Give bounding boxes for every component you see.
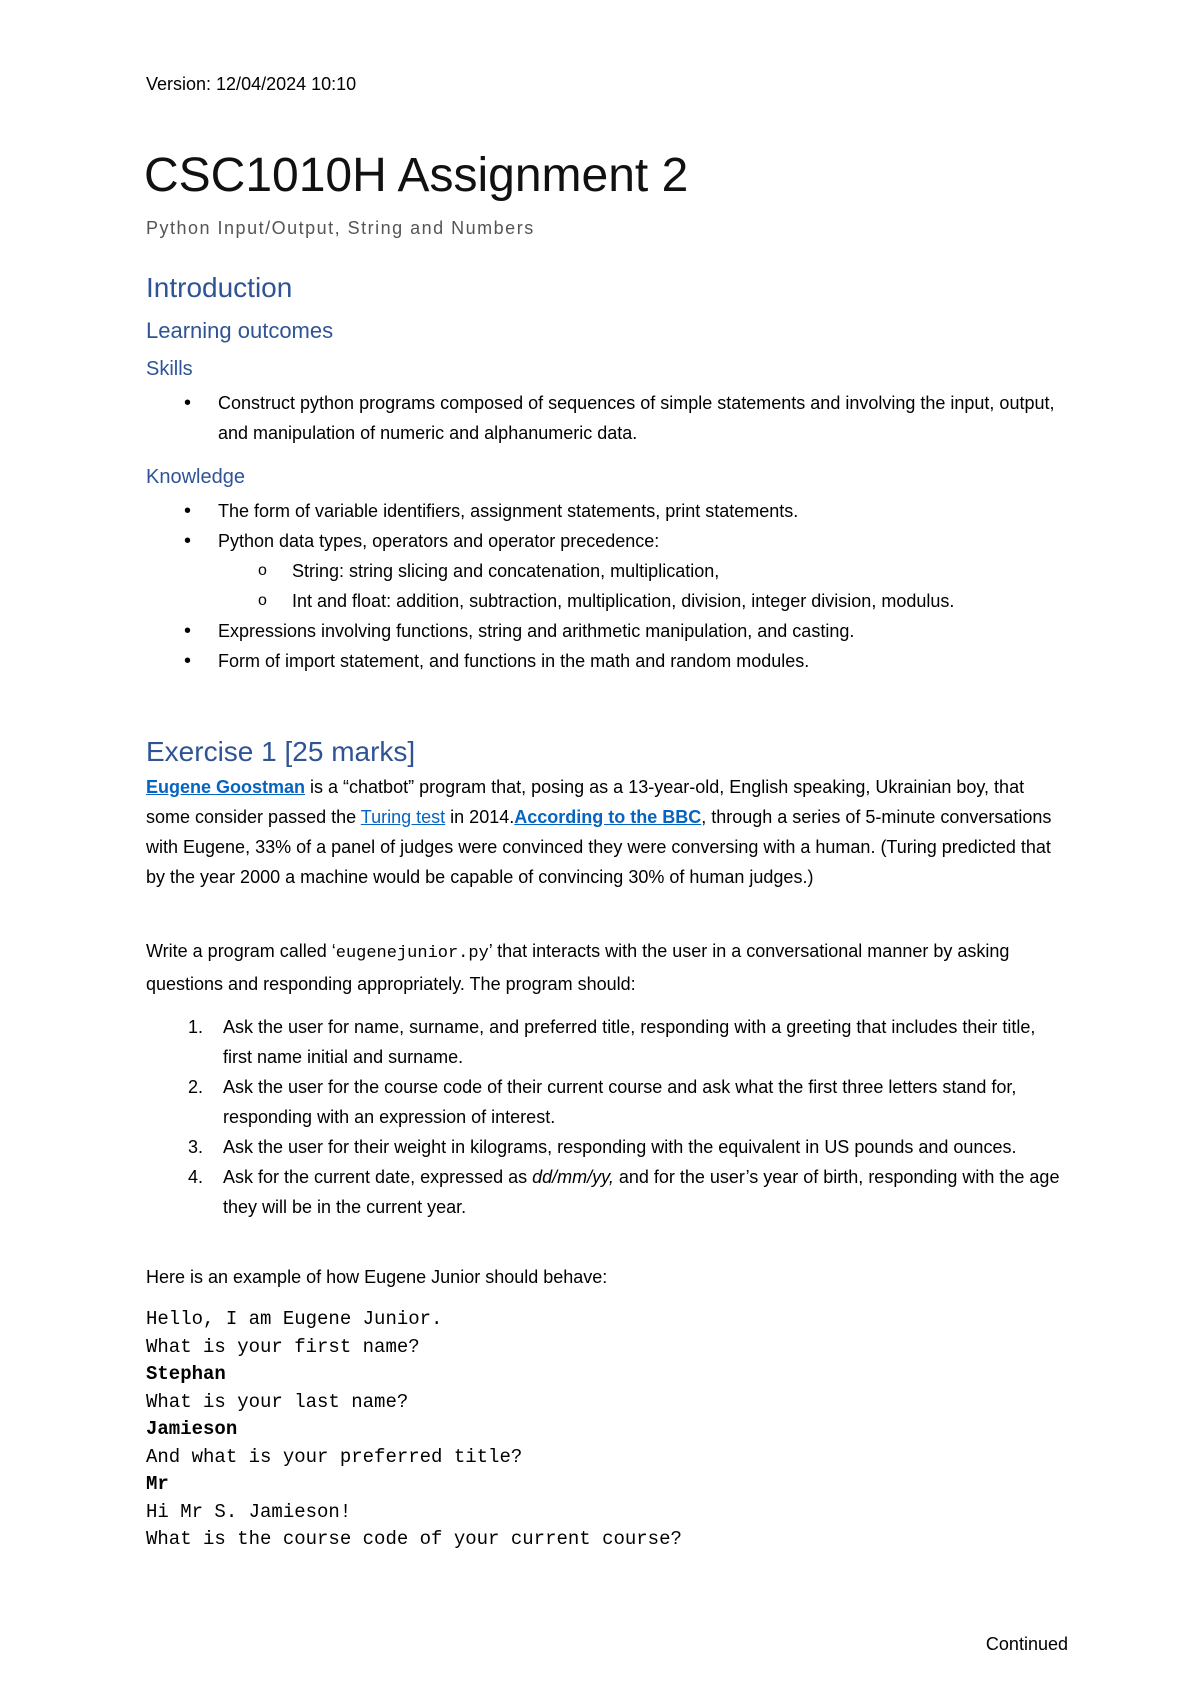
sub-list-item: o String: string slicing and concatenation, multiplication, — [146, 556, 1066, 586]
document-title: CSC1010H Assignment 2 — [144, 149, 689, 202]
skills-list — [146, 388, 1066, 448]
learning-outcomes-heading: Learning outcomes — [146, 318, 334, 343]
list-item: • Construct python programs composed of sequences of simple statements and involving the input, output, and manipulation of numeric and alphanumeric data. — [146, 388, 1066, 448]
list-item: 3. Ask the user for their weight in kilograms, responding with the equivalent in US pounds and ounces. — [188, 1137, 1017, 1157]
skills-heading: Skills — [146, 358, 193, 380]
eugene-goostman-link[interactable]: Eugene Goostman — [146, 777, 306, 797]
exercise-1-task-paragraph: Write a program called ‘eugenejunior.py’ that interacts with the user in a conversational manner by asking questions and responding appropriately. The program should: — [146, 941, 1010, 994]
transcript-user-input: Stephan — [146, 1363, 226, 1385]
transcript-line: Hello, I am Eugene Junior. — [146, 1308, 443, 1330]
example-transcript — [146, 1306, 682, 1554]
transcript-user-input: Jamieson — [146, 1418, 238, 1440]
list-item: 4. Ask for the current date, expressed as dd/mm/yy, and for the user’s year of birth, responding with the age they will be in the current year. — [188, 1167, 1060, 1217]
transcript-line: What is your first name? — [146, 1335, 420, 1358]
list-item: • The form of variable identifiers, assignment statements, print statements. — [146, 496, 1066, 526]
transcript-line: What is your last name? — [146, 1390, 409, 1413]
requirements-list — [146, 1012, 1066, 1222]
version-header: Version: 12/04/2024 10:10 — [146, 74, 357, 94]
transcript-line: Hi Mr S. Jamieson! — [146, 1500, 352, 1523]
list-item: • Python data types, operators and operator precedence: — [146, 526, 1066, 556]
list-item: 1. Ask the user for name, surname, and preferred title, responding with a greeting that includes their title, first name initial and surname. — [188, 1017, 1036, 1067]
exercise-1-heading: Exercise 1 [25 marks] — [146, 736, 416, 767]
document-subtitle: Python Input/Output, String and Numbers — [146, 218, 535, 238]
introduction-heading: Introduction — [146, 272, 293, 303]
continued-footer: Continued — [985, 1634, 1068, 1654]
exercise-1-intro-paragraph: Eugene Goostman is a “chatbot” program that, posing as a 13-year-old, English speaking, Ukrainian boy, that some consider passed the Turing test in 2014.According to the BBC, through a series of 5-minute conversations with Eugene, 33% of a panel of judges were convinced they were conversing with a human. (Turing predicted that by the year 2000 a machine would be capable of convincing 30% of human judges.) — [146, 777, 1052, 887]
knowledge-heading: Knowledge — [146, 466, 245, 488]
list-item: 2. Ask the user for the course code of their current course and ask what the first three letters stand for, responding with an expression of interest. — [188, 1077, 1017, 1127]
example-intro: Here is an example of how Eugene Junior should behave: — [146, 1267, 608, 1287]
transcript-line: And what is your preferred title? — [146, 1445, 523, 1468]
list-item: • Expressions involving functions, string and arithmetic manipulation, and casting. — [146, 616, 1066, 646]
transcript-line: What is the course code of your current course? — [146, 1528, 682, 1550]
transcript-user-input: Mr — [146, 1473, 169, 1495]
sub-list-item: o Int and float: addition, subtraction, multiplication, division, integer division, modulus. — [146, 586, 1066, 616]
knowledge-list — [146, 496, 1066, 676]
filename: eugenejunior.py — [335, 944, 489, 963]
bbc-link[interactable]: According to the BBC — [514, 807, 702, 827]
list-item: • Form of import statement, and functions in the math and random modules. — [146, 646, 1066, 676]
turing-test-link[interactable]: Turing test — [360, 807, 446, 827]
